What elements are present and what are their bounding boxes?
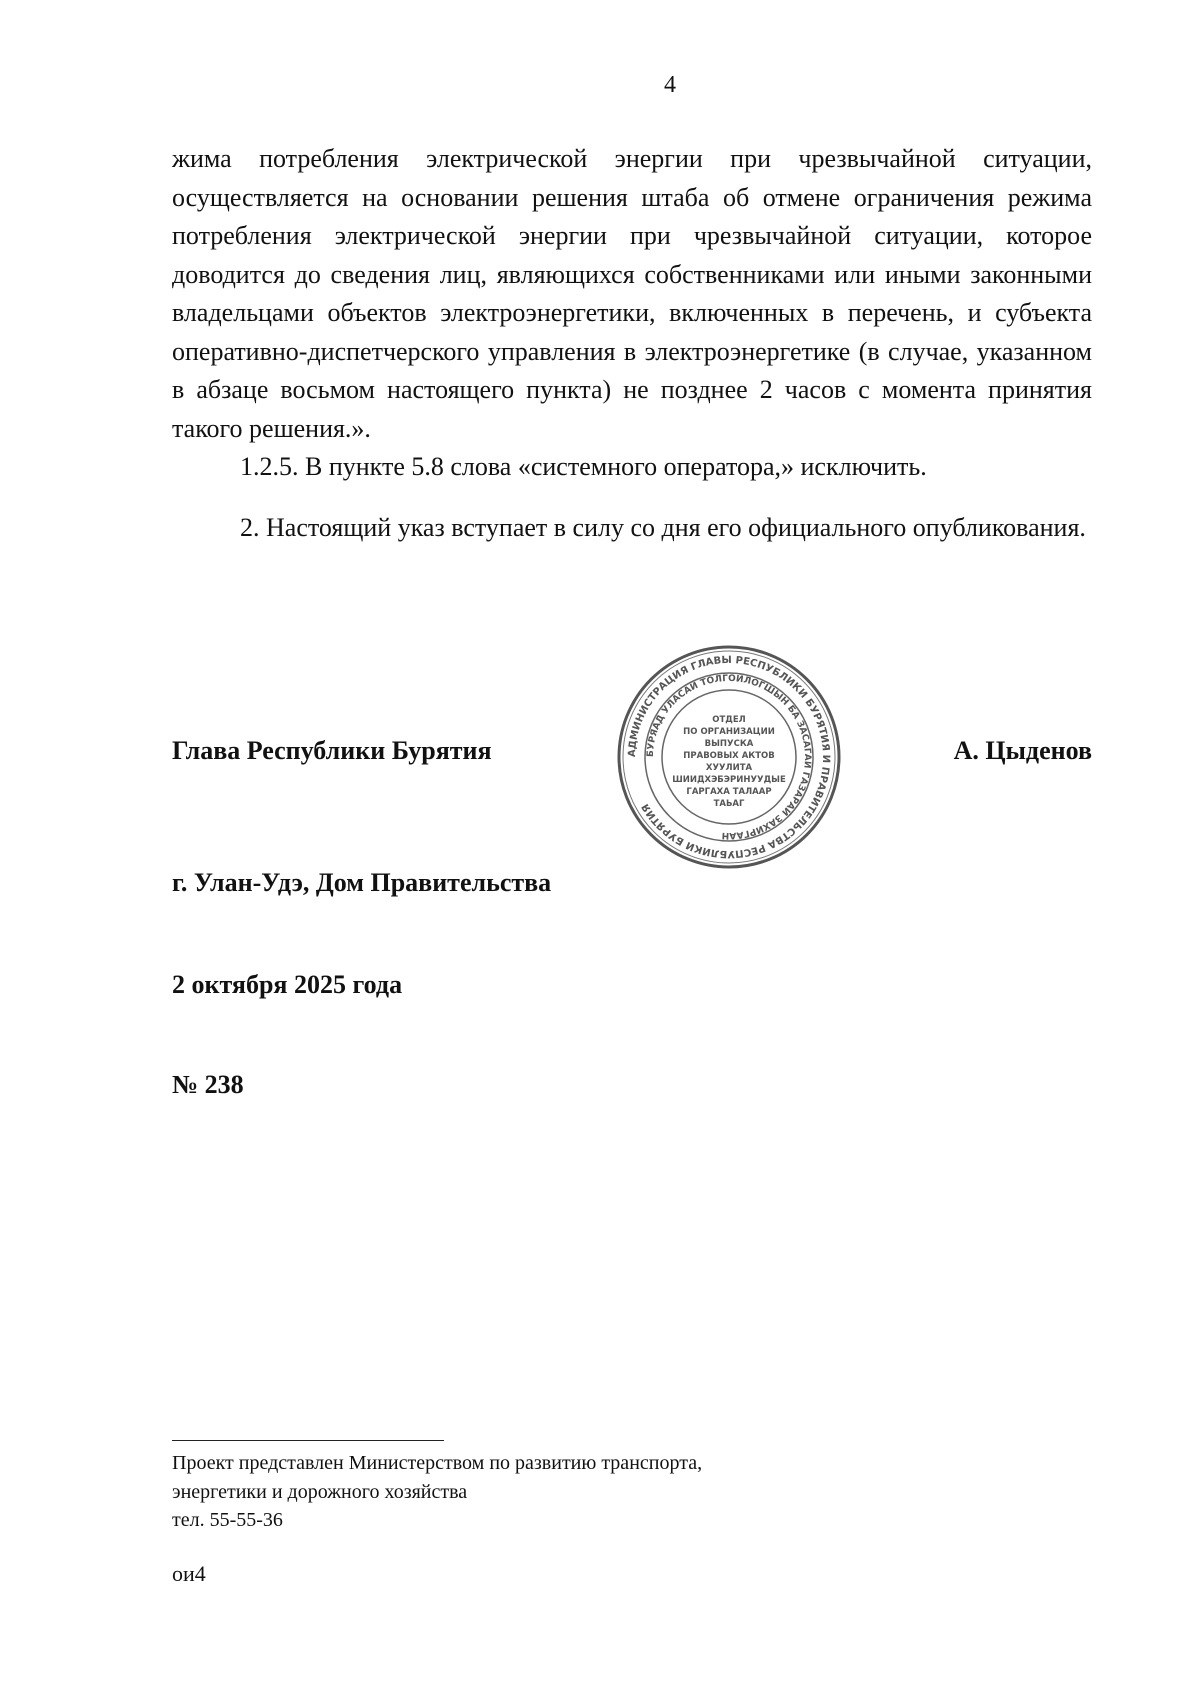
issue-place: г. Улан-Удэ, Дом Правительства [172,868,552,897]
seal-center-line: ГАРГАХА ТАЛААР [686,787,772,797]
seal-center-line: ВЫПУСКА [704,739,754,749]
seal-center-line: ПО ОРГАНИЗАЦИИ [683,727,775,737]
seal-center-line: ХУУЛИТА [705,763,753,773]
signatory-position: Глава Республики Бурятия [172,736,492,765]
footnote-line: энергетики и дорожного хозяйства [172,1480,468,1503]
item-2: 2. Настоящий указ вступает в силу со дня его официального опубликования. [240,512,1086,542]
document-body [172,140,1092,547]
page-number: 4 [664,72,676,98]
seal-outer-text: АДМИНИСТРАЦИЯ ГЛАВЫ РЕСПУБЛИКИ БУРЯТИЯ И ПРАВИТЕЛЬСТВА РЕСПУБЛИКИ БУРЯТИЯ [626,654,832,860]
seal-inner-text: БУРЯАД УЛАСАЙ ТОЛГОЙЛОГШЫН БА ЗАСАГАЙ ГАЗАРАЙ ЗАХИРГААН [645,673,813,841]
continuation-paragraph: жима потребления электрической энергии при чрезвычайной ситуации, осуществляется на основании решения штаба об отмене ограничения режима потребления электрической энергии при чрезвычайной ситуации, которое доводится до сведения лиц, являющихся собственниками или иными законными владельцами объектов электроэнергетики, включенных в перечень, и субъекта оперативно-диспетчерского управления в электроэнергетике (в случае, указанном в абзаце восьмом настоящего пункта) не позднее 2 часов с момента принятия такого решения.». [172,144,1092,443]
seal-center-line: ОТДЕЛ [712,715,746,725]
item-1-2-5: 1.2.5. В пункте 5.8 слова «системного оператора,» исключить. [240,452,927,481]
seal-center-line: ШИИДХЭБЭРИНУУДЫЕ [672,775,786,785]
footnote-divider [172,1440,444,1441]
official-seal [614,642,844,872]
footnote-phone: тел. 55-55-36 [172,1509,283,1531]
signatory-name: А. Цыденов [953,736,1092,765]
footnote [172,1449,702,1535]
decree-number: № 238 [172,1070,244,1099]
footnote-line: Проект представлен Министерством по развитию транспорта, [172,1452,703,1474]
seal-center-line: ПРАВОВЫХ АКТОВ [683,751,775,761]
document-code: ои4 [172,1561,206,1586]
issue-date: 2 октября 2025 года [172,970,403,999]
seal-center-line: ТАЬАГ [713,799,745,809]
